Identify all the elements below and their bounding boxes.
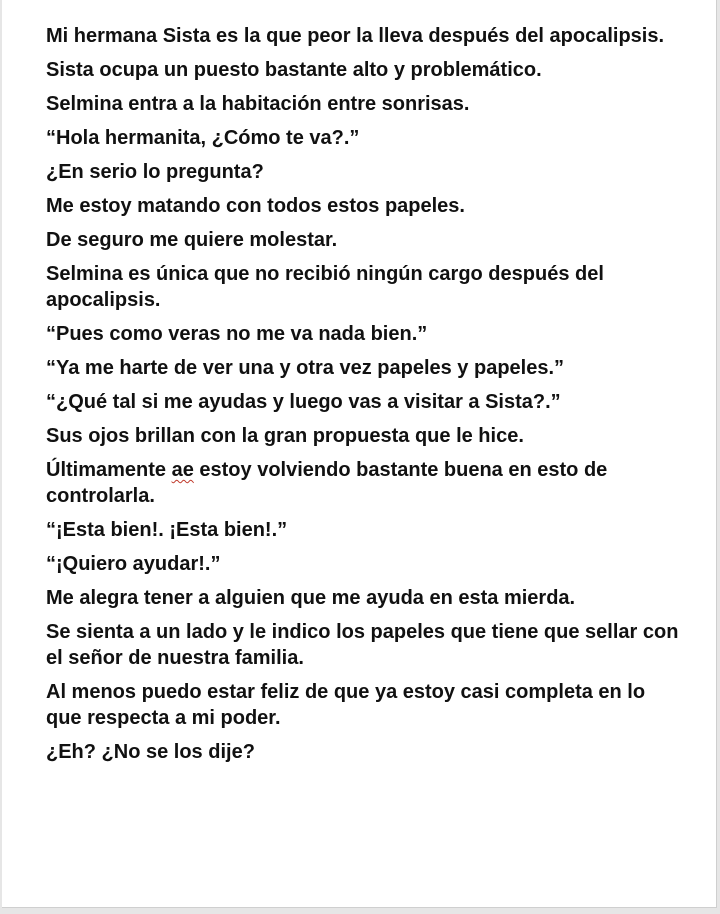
paragraph: ¿Eh? ¿No se los dije? (46, 741, 255, 763)
paragraph: “¿Qué tal si me ayudas y luego vas a visitar a Sista?.” (46, 391, 561, 413)
paragraph: Selmina entra a la habitación entre sonrisas. (46, 93, 470, 115)
paragraph: De seguro me quiere molestar. (46, 229, 338, 251)
paragraph: Se sienta a un lado y le indico los papeles que tiene que sellar con el señor de nuestra familia. (46, 621, 679, 669)
paragraph: Me estoy matando con todos estos papeles. (46, 195, 465, 217)
paragraph: Al menos puedo estar feliz de que ya estoy casi completa en lo que respecta a mi poder. (46, 681, 646, 729)
paragraph: “¡Esta bien!. ¡Esta bien!.” (46, 519, 288, 541)
paragraph: “Ya me harte de ver una y otra vez papeles y papeles.” (46, 357, 565, 379)
paragraph: Mi hermana Sista es la que peor la lleva después del apocalipsis. (46, 25, 665, 47)
misspelled-word[interactable]: ae (171, 459, 194, 481)
paragraph: “Pues como veras no me va nada bien.” (46, 323, 428, 345)
paragraph: ¿En serio lo pregunta? (46, 161, 264, 183)
paragraph: Sista ocupa un puesto bastante alto y problemático. (46, 59, 542, 81)
document-body[interactable] (46, 23, 686, 773)
paragraph-with-spellcheck (46, 457, 686, 509)
document-page (2, 0, 717, 908)
paragraph: “Hola hermanita, ¿Cómo te va?.” (46, 127, 360, 149)
paragraph: Me alegra tener a alguien que me ayuda en esta mierda. (46, 587, 576, 609)
paragraph: Selmina es única que no recibió ningún cargo después del apocalipsis. (46, 263, 604, 311)
paragraph-text-after: estoy volviendo bastante buena en esto de controlarla. (46, 459, 608, 507)
paragraph: Sus ojos brillan con la gran propuesta que le hice. (46, 425, 524, 447)
paragraph-text-before: Últimamente (46, 459, 172, 481)
paragraph: “¡Quiero ayudar!.” (46, 553, 221, 575)
